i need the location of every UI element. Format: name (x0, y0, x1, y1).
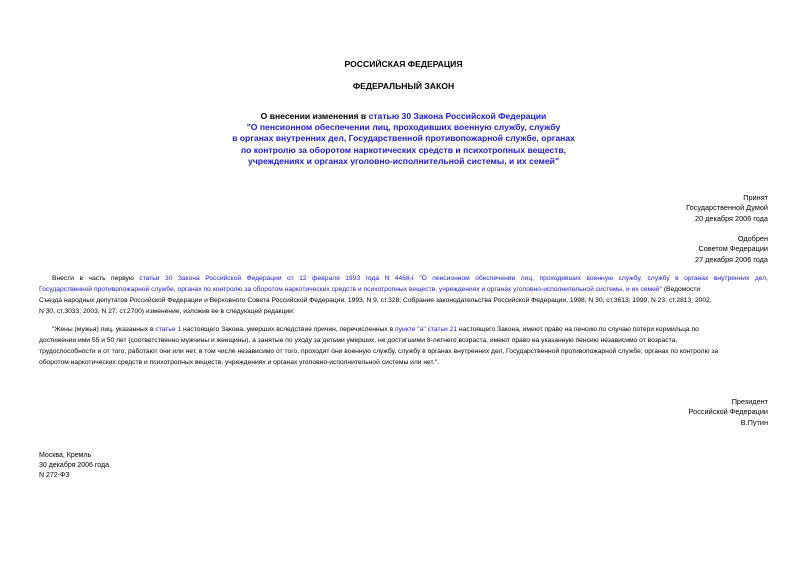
signer-country: Российской Федерации (688, 407, 768, 417)
law-article-link[interactable]: статьи 30 Закона Российской Федерации от 12 февраля 1993 года N 4468-I "О пенсионном обеспечении лиц, проходивших военную службу, службу в органах внутренних дел, (139, 275, 768, 282)
signing-place-block (39, 451, 109, 482)
paragraph1-prefix: Внести в часть первую (52, 275, 140, 282)
paragraph2-part-b: настоящего Закона, умерших вследствие причин, перечисленных в (181, 326, 396, 333)
adopted-date: 20 декабря 2006 года (695, 213, 768, 223)
signature-block (689, 397, 768, 428)
signing-date: 30 декабря 2006 года (39, 462, 110, 470)
law-number: N 272-ФЗ (39, 472, 70, 480)
paragraph2-line-4: оборотом наркотических средств и психотропных веществ, учреждениях и органах уголовно-исполнительной системы или нет.". (39, 359, 439, 367)
paragraph1-line-4: N 30, ст.3033; 2003, N 27, ст.2700) изменение, изложив ее в следующей редакции: (39, 308, 295, 316)
title-prefix: О внесении изменения в (260, 111, 369, 121)
law-article-link-cont[interactable]: Государственной противопожарной службе, органах по контролю за оборотом наркотических средств и психотропных веществ, учреждениях и органах уголовно-исполнительной системы, и их семей" (39, 286, 662, 294)
title-article-link[interactable]: статью 30 Закона Российской Федерации (368, 111, 547, 121)
paragraph2-line-2: достижении ими 55 и 50 лет (соответственно мужчины и женщины), а занятые по уходу за детьми умерших, не достигшими 8-летнего возраста, имеют право на указанную пенсию независимо от возраста, (39, 337, 678, 345)
title-line-1 (0, 111, 807, 122)
approved-by: Советом Федерации (698, 244, 768, 254)
approved-label: Одобрен (737, 234, 768, 243)
approved-date: 27 декабря 2006 года (695, 254, 768, 264)
adopted-by: Государственной Думой (686, 203, 768, 213)
article-21-link[interactable]: пункте "а" статьи 21 (395, 326, 458, 333)
title-line-4[interactable]: по контролю за оборотом наркотических средств и психотропных веществ, (240, 144, 567, 155)
adoption-info (686, 193, 768, 224)
signer-name: В.Путин (740, 417, 768, 427)
signer-position: Президент (731, 397, 768, 406)
signing-place: Москва, Кремль (39, 452, 92, 459)
title-line-2[interactable]: "О пенсионном обеспечении лиц, проходивших военную службу, службу (246, 122, 561, 133)
new-wording-paragraph (39, 324, 768, 368)
paragraph1-line-1 (39, 273, 768, 284)
paragraph1-line-3: Съезда народных депутатов Российской Федерации и Верховного Совета Российской Федерации, 1993, N 9, ст.328; Собрание законодательства Российской Федерации, 1998, N 30, ст.3613; 1999, N 23, ст.2813; 2002, (39, 297, 712, 305)
title-line-5[interactable]: учреждениях и органах уголовно-исполнительной системы, и их семей" (247, 155, 560, 166)
law-title (0, 111, 807, 167)
paragraph2-part-c: настоящего Закона, имеют право на пенсию по случаю потери кормильца по (457, 326, 699, 333)
law-type-heading: ФЕДЕРАЛЬНЫЙ ЗАКОН (352, 81, 455, 91)
article-1-link[interactable]: статье 1 (155, 326, 182, 333)
paragraph2-part-a: "Жены (мужья) лиц, указанных в (52, 326, 156, 333)
paragraph2-line-1 (39, 324, 768, 335)
approval-info (695, 234, 768, 265)
amendment-paragraph (39, 273, 768, 317)
paragraph1-line-2 (39, 284, 768, 295)
paragraph1-suffix: (Ведомости (661, 286, 701, 294)
country-heading: РОССИЙСКАЯ ФЕДЕРАЦИЯ (344, 59, 463, 69)
adopted-label: Принят (743, 193, 768, 202)
paragraph2-line-3: трудоспособности и от того, работают они или нет, в том числе независимо от того, проходят они военную службу, службу в органах внутренних дел, Государственной противопожарной службе, органах по контролю за (39, 348, 719, 356)
title-line-3[interactable]: в органах внутренних дел, Государственной противопожарной службе, органах (232, 133, 575, 144)
